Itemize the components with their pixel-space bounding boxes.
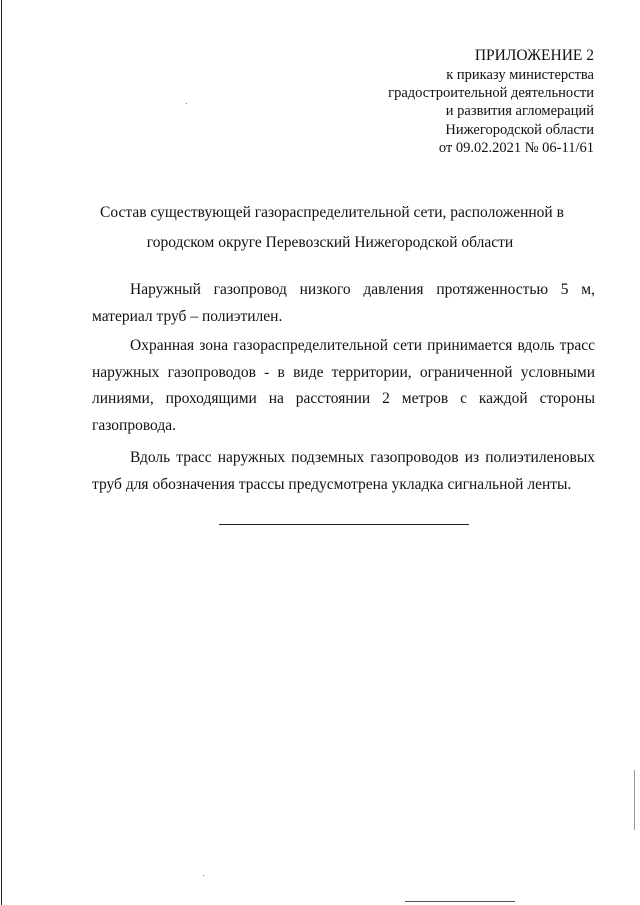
document-title (100, 198, 564, 258)
end-separator-line (219, 524, 469, 525)
appendix-header (294, 46, 594, 157)
appendix-title: ПРИЛОЖЕНИЕ 2 (474, 47, 594, 64)
scan-right-edge-mark (634, 770, 635, 830)
body-paragraph: Охранная зона газораспределительной сети принимается вдоль трасс наружных газопроводов - в виде территории, ограниченной условными линиями, проходящими на расстоянии 2 метров с каждой стороны газопровода. (92, 337, 595, 434)
scan-speck (203, 875, 204, 876)
bottom-edge-line (405, 901, 515, 902)
appendix-line: Нижегородской области (445, 121, 594, 138)
document-title-line: Состав существующей газораспределительной сети, расположенной в (100, 204, 564, 221)
scan-left-edge (1, 0, 2, 905)
body-paragraph: Наружный газопровод низкого давления протяженностью 5 м, материал труб – полиэтилен. (92, 281, 595, 325)
appendix-line: от 09.02.2021 № 06-11/61 (438, 139, 594, 156)
document-title-line: городском округе Перевозский Нижегородской области (146, 234, 514, 251)
body-paragraph: Вдоль трасс наружных подземных газопроводов из полиэтиленовых труб для обозначения трассы предусмотрена укладка сигнальной ленты. (92, 449, 595, 493)
appendix-line: градостроительной деятельности (388, 85, 594, 102)
appendix-line: и развития агломераций (445, 103, 594, 120)
scan-speck (186, 103, 187, 104)
document-body (92, 277, 595, 501)
appendix-line: к приказу министерства (446, 67, 594, 83)
